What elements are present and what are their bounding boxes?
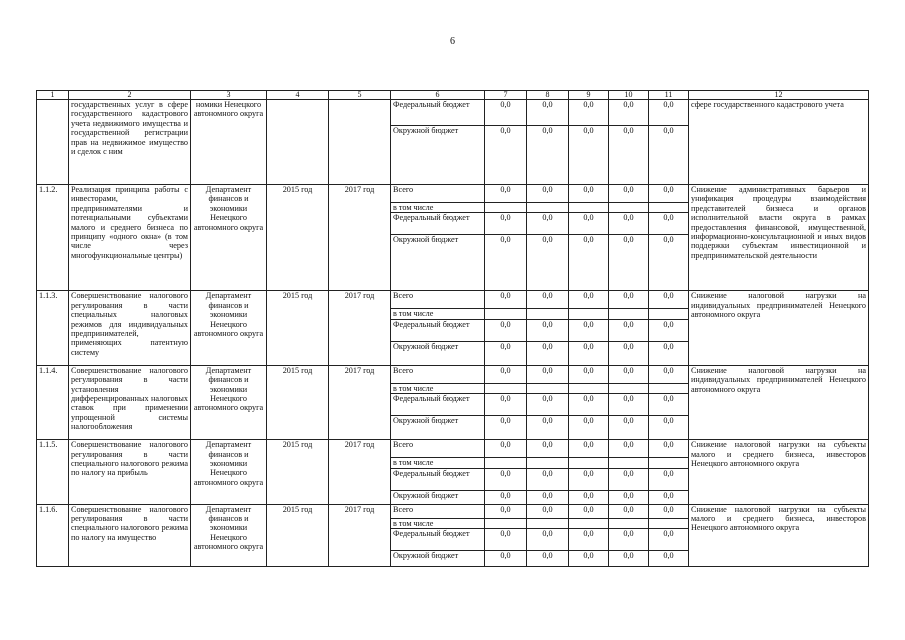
amount-cell: 0,0: [569, 235, 609, 291]
funding-source-cell: в том числе: [391, 518, 485, 528]
executor-cell: номики Ненецкого автономного округа: [191, 100, 267, 185]
executor-cell: Департамент финансов и экономики Ненецкого автономного округа: [191, 185, 267, 291]
end-year-cell: 2017 год: [329, 440, 391, 504]
funding-source-cell: Всего: [391, 440, 485, 458]
amount-cell: [609, 458, 649, 468]
end-year-cell: 2017 год: [329, 365, 391, 439]
amount-cell: 0,0: [609, 504, 649, 518]
funding-source-cell: Федеральный бюджет: [391, 529, 485, 551]
amount-cell: 0,0: [569, 213, 609, 235]
amount-cell: 0,0: [609, 341, 649, 365]
amount-cell: 0,0: [569, 319, 609, 341]
item-number-cell: 1.1.6.: [37, 504, 69, 566]
column-number: 12: [689, 91, 869, 100]
amount-cell: 0,0: [649, 100, 689, 126]
amount-cell: 0,0: [609, 490, 649, 504]
amount-cell: 0,0: [527, 468, 569, 490]
amount-cell: 0,0: [649, 235, 689, 291]
amount-cell: 0,0: [649, 126, 689, 185]
amount-cell: [609, 309, 649, 319]
item-number-cell: 1.1.4.: [37, 365, 69, 439]
funding-source-cell: Окружной бюджет: [391, 126, 485, 185]
funding-source-cell: в том числе: [391, 383, 485, 393]
amount-cell: 0,0: [649, 468, 689, 490]
amount-cell: 0,0: [485, 185, 527, 203]
amount-cell: 0,0: [485, 126, 527, 185]
amount-cell: 0,0: [569, 126, 609, 185]
amount-cell: 0,0: [609, 213, 649, 235]
amount-cell: 0,0: [609, 126, 649, 185]
amount-cell: 0,0: [485, 468, 527, 490]
end-year-cell: [329, 100, 391, 185]
measure-name-cell: Совершенствование налогового регулирования в части специальных налоговых режимов для индивидуальных предпринимателей, применяющих патентную систему: [69, 291, 191, 365]
measure-name-cell: Совершенствование налогового регулирования в части установления дифференцированных налоговых ставок при применении упрощенной системы налогообложения: [69, 365, 191, 439]
start-year-cell: 2015 год: [267, 504, 329, 566]
amount-cell: 0,0: [527, 365, 569, 383]
funding-source-cell: Окружной бюджет: [391, 551, 485, 567]
program-table: [36, 90, 869, 567]
amount-cell: [569, 203, 609, 213]
amount-cell: [527, 383, 569, 393]
page-number: 6: [450, 36, 455, 47]
amount-cell: [569, 383, 609, 393]
amount-cell: [485, 203, 527, 213]
column-number: 2: [69, 91, 191, 100]
column-number: 5: [329, 91, 391, 100]
amount-cell: [649, 309, 689, 319]
table-row: [37, 440, 869, 458]
amount-cell: [485, 309, 527, 319]
amount-cell: 0,0: [569, 529, 609, 551]
column-number-row: [37, 91, 869, 100]
item-number-cell: 1.1.5.: [37, 440, 69, 504]
amount-cell: 0,0: [485, 504, 527, 518]
amount-cell: 0,0: [527, 235, 569, 291]
expected-result-cell: Снижение налоговой нагрузки на субъекты малого и среднего бизнеса, инвесторов Ненецкого автономного округа: [689, 440, 869, 504]
amount-cell: 0,0: [649, 394, 689, 416]
amount-cell: 0,0: [527, 394, 569, 416]
amount-cell: 0,0: [527, 213, 569, 235]
amount-cell: 0,0: [649, 416, 689, 440]
executor-cell: Департамент финансов и экономики Ненецкого автономного округа: [191, 440, 267, 504]
funding-source-cell: в том числе: [391, 203, 485, 213]
amount-cell: [527, 458, 569, 468]
amount-cell: [649, 203, 689, 213]
amount-cell: 0,0: [527, 529, 569, 551]
amount-cell: 0,0: [569, 504, 609, 518]
amount-cell: 0,0: [609, 394, 649, 416]
table-row: [37, 100, 869, 126]
funding-source-cell: Окружной бюджет: [391, 341, 485, 365]
funding-source-cell: Федеральный бюджет: [391, 468, 485, 490]
amount-cell: 0,0: [649, 504, 689, 518]
column-number: 4: [267, 91, 329, 100]
amount-cell: 0,0: [609, 416, 649, 440]
amount-cell: 0,0: [485, 100, 527, 126]
funding-source-cell: Окружной бюджет: [391, 235, 485, 291]
end-year-cell: 2017 год: [329, 504, 391, 566]
amount-cell: 0,0: [569, 468, 609, 490]
amount-cell: [527, 309, 569, 319]
amount-cell: 0,0: [569, 551, 609, 567]
executor-cell: Департамент финансов и экономики Ненецкого автономного округа: [191, 365, 267, 439]
amount-cell: 0,0: [569, 440, 609, 458]
start-year-cell: 2015 год: [267, 291, 329, 365]
column-number: 3: [191, 91, 267, 100]
amount-cell: 0,0: [649, 213, 689, 235]
funding-source-cell: Всего: [391, 185, 485, 203]
amount-cell: [485, 518, 527, 528]
amount-cell: 0,0: [649, 490, 689, 504]
expected-result-cell: Снижение налоговой нагрузки на индивидуальных предпринимателей Ненецкого автономного округа: [689, 365, 869, 439]
funding-source-cell: Федеральный бюджет: [391, 394, 485, 416]
amount-cell: 0,0: [609, 235, 649, 291]
amount-cell: 0,0: [569, 490, 609, 504]
funding-source-cell: Всего: [391, 365, 485, 383]
column-number: 9: [569, 91, 609, 100]
amount-cell: [485, 383, 527, 393]
funding-source-cell: Всего: [391, 504, 485, 518]
amount-cell: 0,0: [527, 291, 569, 309]
start-year-cell: 2015 год: [267, 185, 329, 291]
amount-cell: 0,0: [609, 440, 649, 458]
column-number: 6: [391, 91, 485, 100]
amount-cell: 0,0: [485, 341, 527, 365]
expected-result-cell: Снижение административных барьеров и унификация процедуры взаимодействия представителей бизнеса и органов исполнительной власти округа в рамках предоставления финансовой, имущественной, информационно-консультационной и иных видов поддержки субъектам инвестиционной и предпринимательской деятельности: [689, 185, 869, 291]
amount-cell: 0,0: [485, 551, 527, 567]
amount-cell: 0,0: [649, 365, 689, 383]
amount-cell: 0,0: [527, 440, 569, 458]
measure-name-cell: Реализация принципа работы с инвесторами, предпринимателями и потенциальными субъектами малого и среднего бизнеса по принципу «одного окна» (в том числе через многофункциональные центры): [69, 185, 191, 291]
funding-source-cell: Окружной бюджет: [391, 416, 485, 440]
amount-cell: [527, 518, 569, 528]
measure-name-cell: Совершенствование налогового регулирования в части специального налогового режима по налогу на прибыль: [69, 440, 191, 504]
executor-cell: Департамент финансов и экономики Ненецкого автономного округа: [191, 291, 267, 365]
item-number-cell: 1.1.2.: [37, 185, 69, 291]
amount-cell: [569, 309, 609, 319]
amount-cell: [569, 518, 609, 528]
measure-name-cell: Совершенствование налогового регулирования в части специального налогового режима по налогу на имущество: [69, 504, 191, 566]
amount-cell: 0,0: [485, 235, 527, 291]
amount-cell: 0,0: [527, 504, 569, 518]
amount-cell: 0,0: [527, 319, 569, 341]
amount-cell: 0,0: [649, 440, 689, 458]
funding-source-cell: Федеральный бюджет: [391, 319, 485, 341]
amount-cell: 0,0: [527, 490, 569, 504]
amount-cell: 0,0: [569, 185, 609, 203]
amount-cell: 0,0: [649, 291, 689, 309]
column-number: 10: [609, 91, 649, 100]
amount-cell: 0,0: [485, 213, 527, 235]
column-number: 1: [37, 91, 69, 100]
item-number-cell: [37, 100, 69, 185]
amount-cell: [649, 458, 689, 468]
amount-cell: 0,0: [609, 100, 649, 126]
amount-cell: 0,0: [485, 490, 527, 504]
end-year-cell: 2017 год: [329, 291, 391, 365]
amount-cell: 0,0: [569, 394, 609, 416]
table-row: [37, 291, 869, 309]
amount-cell: 0,0: [609, 185, 649, 203]
amount-cell: 0,0: [649, 341, 689, 365]
amount-cell: 0,0: [649, 551, 689, 567]
amount-cell: 0,0: [527, 551, 569, 567]
amount-cell: 0,0: [649, 319, 689, 341]
column-number: 7: [485, 91, 527, 100]
amount-cell: 0,0: [609, 529, 649, 551]
amount-cell: 0,0: [569, 365, 609, 383]
start-year-cell: [267, 100, 329, 185]
amount-cell: [485, 458, 527, 468]
funding-source-cell: Федеральный бюджет: [391, 213, 485, 235]
amount-cell: 0,0: [649, 529, 689, 551]
amount-cell: 0,0: [649, 185, 689, 203]
amount-cell: 0,0: [527, 185, 569, 203]
amount-cell: [649, 383, 689, 393]
funding-source-cell: Окружной бюджет: [391, 490, 485, 504]
amount-cell: [569, 458, 609, 468]
amount-cell: [609, 518, 649, 528]
funding-source-cell: Всего: [391, 291, 485, 309]
column-number: 8: [527, 91, 569, 100]
funding-source-cell: в том числе: [391, 458, 485, 468]
amount-cell: 0,0: [527, 126, 569, 185]
amount-cell: [527, 203, 569, 213]
amount-cell: 0,0: [485, 529, 527, 551]
expected-result-cell: Снижение налоговой нагрузки на субъекты малого и среднего бизнеса, инвесторов Ненецкого автономного округа: [689, 504, 869, 566]
amount-cell: 0,0: [609, 468, 649, 490]
amount-cell: 0,0: [569, 416, 609, 440]
amount-cell: 0,0: [527, 341, 569, 365]
amount-cell: 0,0: [485, 319, 527, 341]
start-year-cell: 2015 год: [267, 365, 329, 439]
amount-cell: 0,0: [485, 291, 527, 309]
amount-cell: 0,0: [485, 440, 527, 458]
measure-name-cell: государственных услуг в сфере государственного кадастрового учета недвижимого имущества и государственной регистрации прав на недвижимое имущество и сделок с ним: [69, 100, 191, 185]
amount-cell: 0,0: [609, 291, 649, 309]
amount-cell: 0,0: [609, 365, 649, 383]
expected-result-cell: сфере государственного кадастрового учета: [689, 100, 869, 185]
funding-source-cell: Федеральный бюджет: [391, 100, 485, 126]
amount-cell: 0,0: [609, 551, 649, 567]
executor-cell: Департамент финансов и экономики Ненецкого автономного округа: [191, 504, 267, 566]
amount-cell: [649, 518, 689, 528]
funding-source-cell: в том числе: [391, 309, 485, 319]
amount-cell: [609, 383, 649, 393]
end-year-cell: 2017 год: [329, 185, 391, 291]
amount-cell: 0,0: [609, 319, 649, 341]
amount-cell: 0,0: [569, 100, 609, 126]
start-year-cell: 2015 год: [267, 440, 329, 504]
table-row: [37, 504, 869, 518]
amount-cell: 0,0: [527, 100, 569, 126]
amount-cell: 0,0: [485, 416, 527, 440]
amount-cell: 0,0: [569, 291, 609, 309]
item-number-cell: 1.1.3.: [37, 291, 69, 365]
table-row: [37, 365, 869, 383]
amount-cell: 0,0: [569, 341, 609, 365]
table-row: [37, 185, 869, 203]
expected-result-cell: Снижение налоговой нагрузки на индивидуальных предпринимателей Ненецкого автономного округа: [689, 291, 869, 365]
amount-cell: [609, 203, 649, 213]
column-number: 11: [649, 91, 689, 100]
amount-cell: 0,0: [527, 416, 569, 440]
amount-cell: 0,0: [485, 394, 527, 416]
amount-cell: 0,0: [485, 365, 527, 383]
